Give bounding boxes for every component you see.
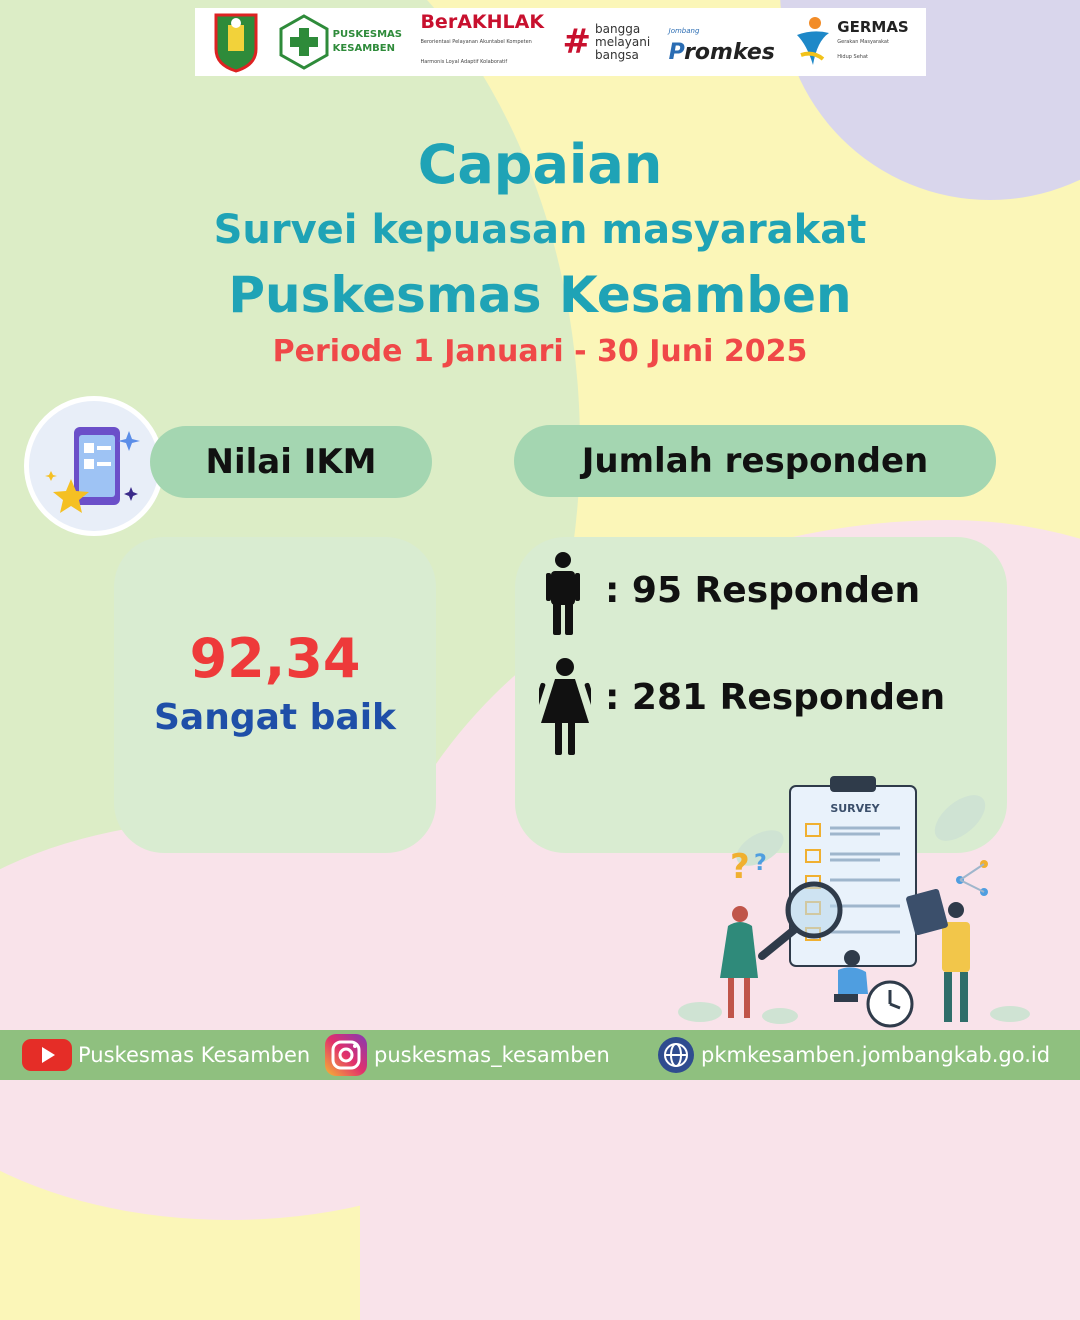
berakhlak-logo — [420, 12, 544, 72]
survey-phone-badge — [24, 396, 164, 536]
germas-logo-subline2: Hidup Sehat — [837, 53, 868, 60]
bangga-logo-line3: bangsa — [595, 47, 639, 62]
title-line-1: Capaian — [417, 133, 663, 196]
footer-bar — [0, 1030, 1080, 1080]
title-line-2: Survei kepuasan masyarakat — [213, 207, 867, 253]
hashtag-icon: # — [562, 22, 592, 62]
period-subtitle: Periode 1 Januari - 30 Juni 2025 — [272, 334, 808, 369]
svg-text:?: ? — [730, 847, 750, 887]
female-respondents: : 281 Responden — [605, 677, 946, 718]
puskesmas-logo-line1: PUSKESMAS — [332, 29, 402, 40]
instagram-handle: puskesmas_kesamben — [374, 1043, 610, 1067]
germas-figure-icon — [793, 15, 833, 69]
germas-logo-subline1: Gerakan Masyarakat — [837, 38, 889, 45]
regency-crest-icon — [212, 11, 260, 73]
puskesmas-logo — [279, 14, 402, 70]
puskesmas-logo-line2: KESAMBEN — [332, 43, 395, 54]
puskesmas-emblem-icon — [279, 14, 329, 70]
title-block — [0, 130, 1080, 374]
ikm-heading-pill — [150, 426, 432, 498]
bangga-logo-line1: bangga — [595, 21, 641, 36]
instagram-icon — [324, 1033, 368, 1077]
svg-text:?: ? — [754, 851, 767, 876]
survey-illustration — [670, 768, 1030, 1030]
bangga-logo-line2: melayani — [595, 34, 651, 49]
survey-label: SURVEY — [830, 802, 880, 815]
male-person-icon — [543, 551, 583, 637]
globe-icon — [657, 1036, 695, 1074]
ikm-rating: Sangat baik — [154, 697, 396, 738]
respondents-heading-pill — [514, 425, 996, 497]
promkes-logo: Jombang Promkes — [669, 20, 775, 64]
website-url: pkmkesamben.jombangkab.go.id — [701, 1043, 1051, 1067]
berakhlak-logo-text: BerAKHLAK — [420, 11, 545, 33]
promkes-logo-small: Jombang — [668, 27, 700, 35]
bangga-melayani-bangsa-logo — [563, 22, 651, 62]
ikm-heading: Nilai IKM — [205, 442, 377, 482]
respondents-heading: Jumlah responden — [581, 441, 929, 481]
instagram-link[interactable] — [324, 1033, 610, 1077]
youtube-link[interactable] — [22, 1037, 310, 1073]
ikm-value: 92,34 — [189, 627, 361, 690]
ikm-card — [114, 537, 436, 853]
logo-bar — [195, 8, 926, 76]
germas-logo — [793, 15, 908, 69]
promkes-logo-text: romkes — [684, 40, 775, 65]
survey-phone-icon — [29, 401, 159, 531]
website-link[interactable] — [657, 1036, 1050, 1074]
title-line-3: Puskesmas Kesamben — [228, 266, 852, 324]
berakhlak-logo-subline1: Berorientasi Pelayanan Akuntabel Kompeten — [420, 39, 532, 45]
female-person-icon — [539, 657, 591, 757]
berakhlak-logo-subline2: Harmonis Loyal Adaptif Kolaboratif — [420, 59, 508, 65]
youtube-icon — [22, 1037, 72, 1073]
youtube-channel-name: Puskesmas Kesamben — [78, 1043, 311, 1067]
jombang-regency-logo — [212, 11, 260, 73]
male-respondents: : 95 Responden — [605, 570, 921, 611]
germas-logo-text: GERMAS — [837, 17, 909, 36]
